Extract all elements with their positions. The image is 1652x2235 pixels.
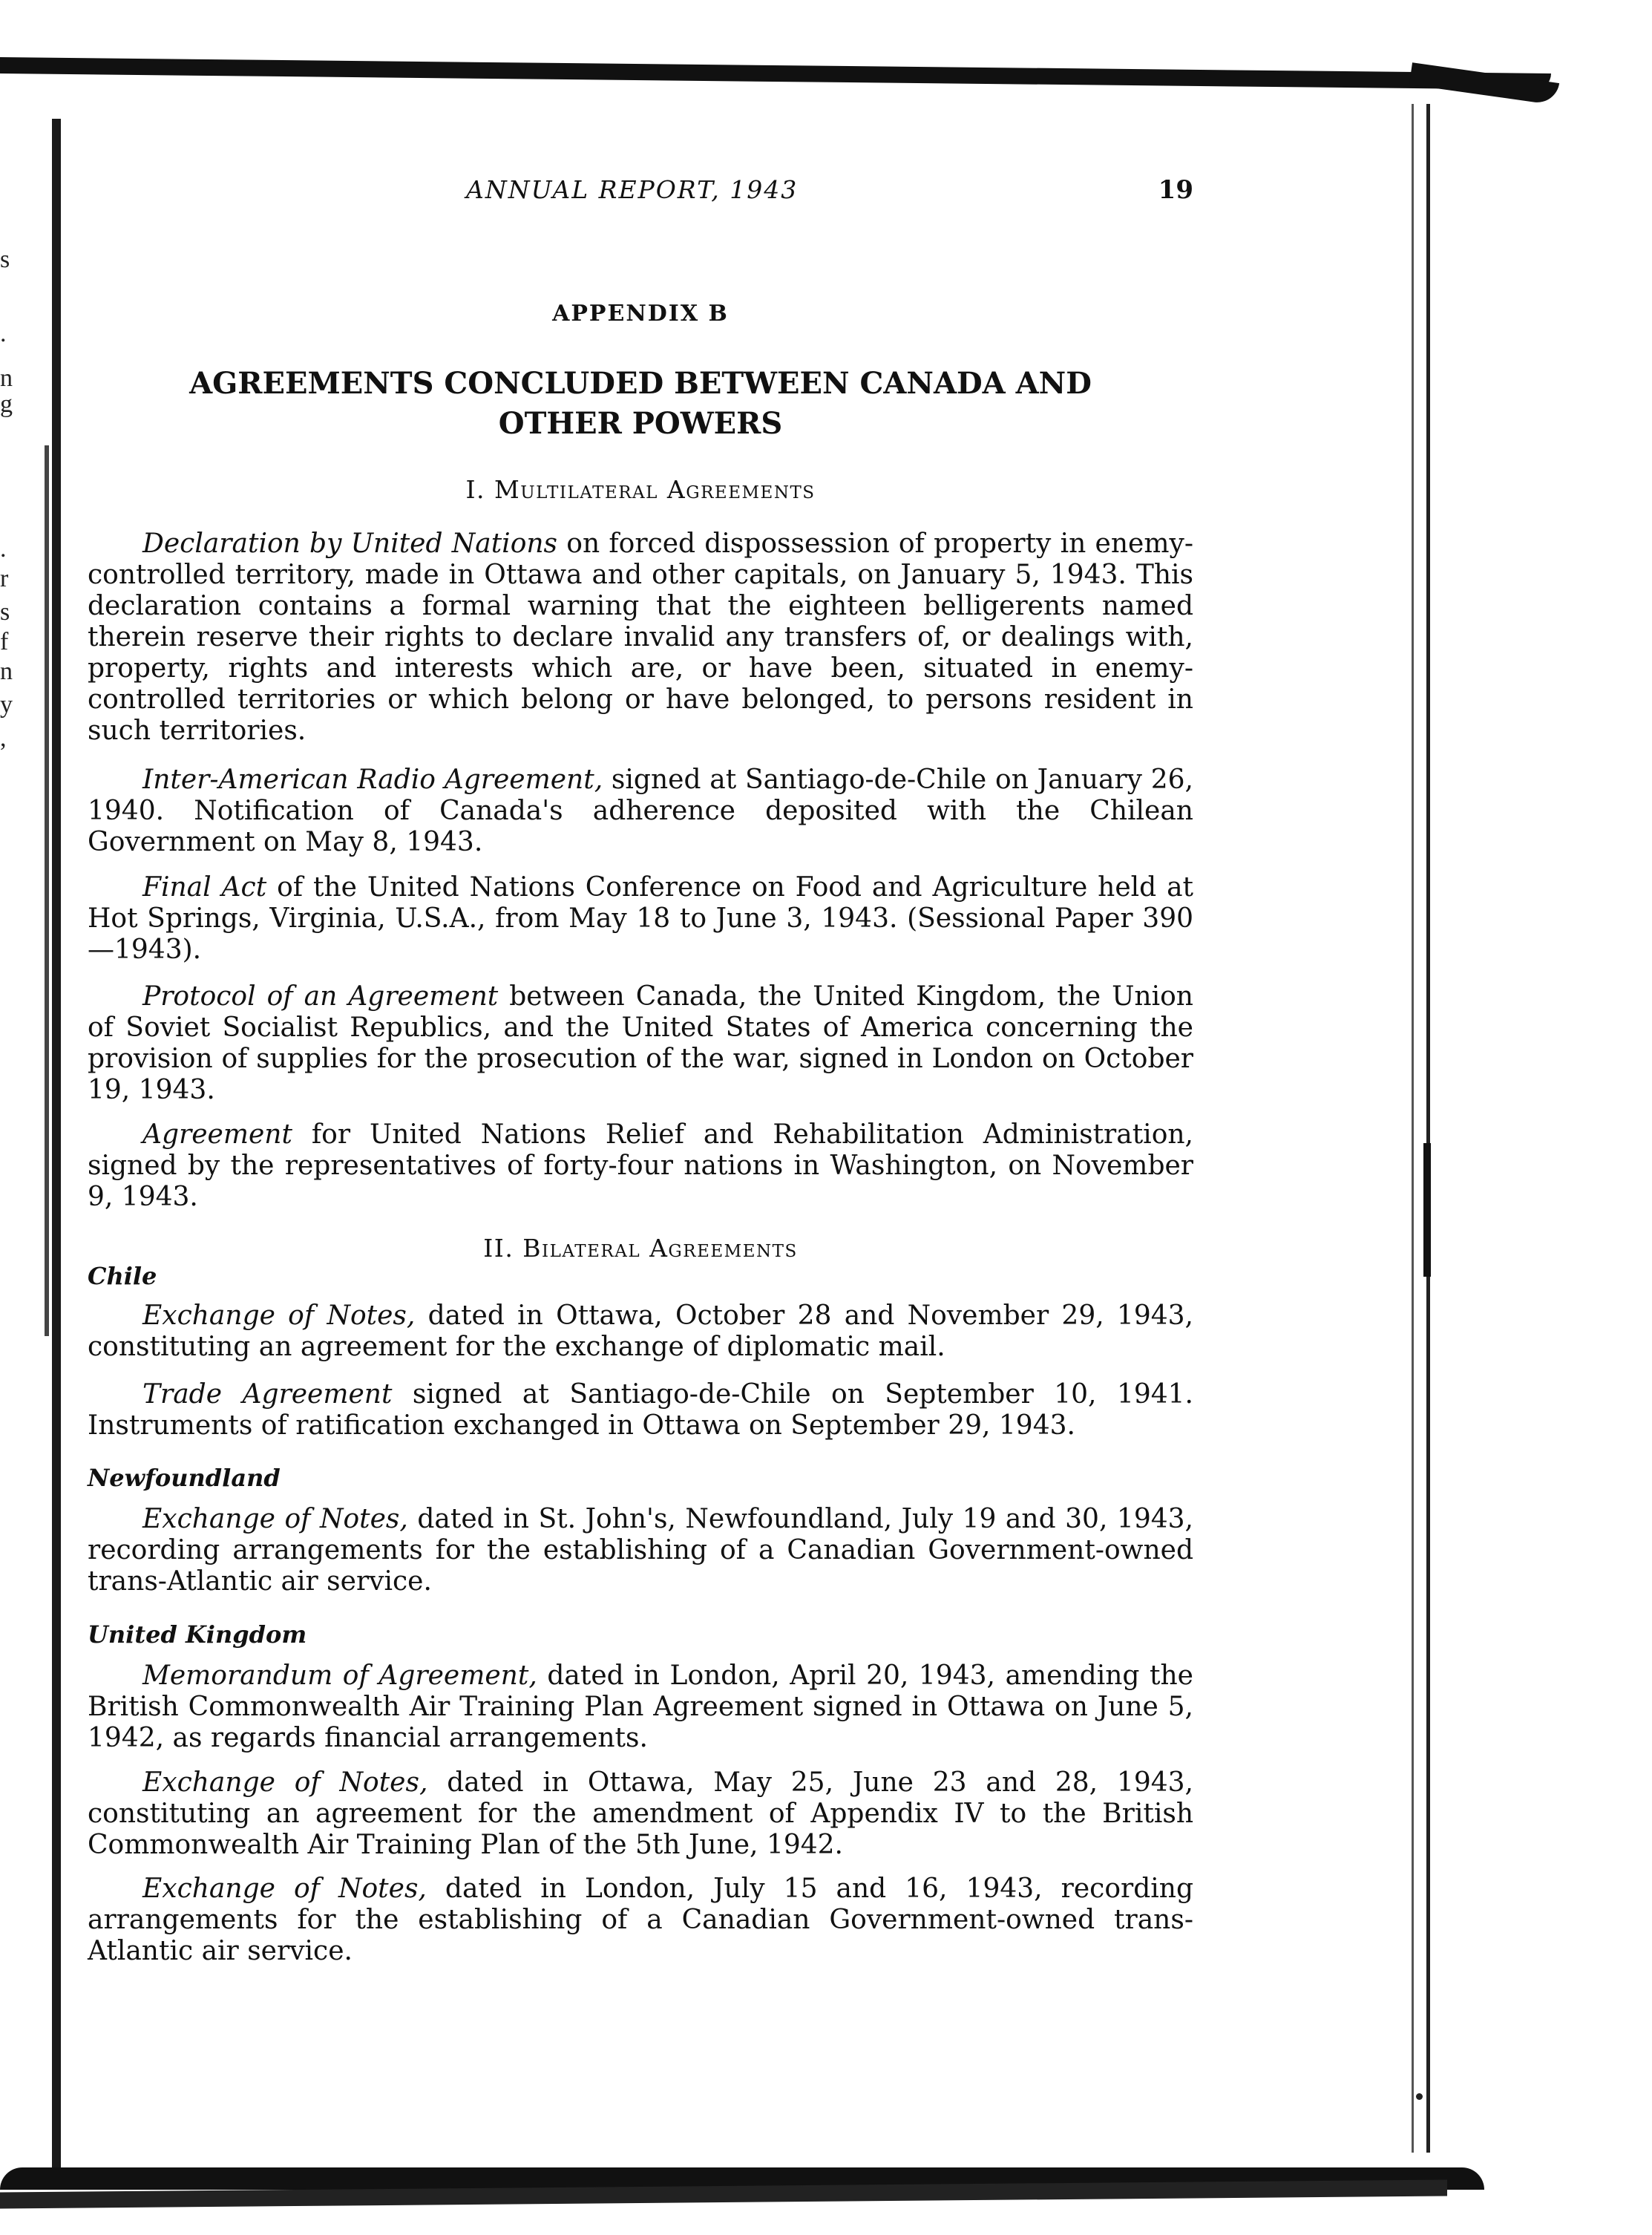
country-heading-united-kingdom: United Kingdom [88, 1620, 307, 1649]
agreement-text: dated in London, April 20, 1943, amending the British Commonwealth Air Training Plan Agreement signed in Ottawa on June 5, 1942, as regards financial arrangements. [88, 1660, 1193, 1753]
page-number: 19 [1158, 175, 1193, 205]
agreement-paragraph [88, 1119, 1193, 1213]
agreement-title: Protocol of an Agreement [142, 981, 499, 1012]
fringe-char: r [0, 565, 9, 592]
fringe-char: . [0, 320, 7, 347]
country-heading-chile: Chile [88, 1262, 157, 1290]
agreement-paragraph [88, 981, 1193, 1106]
agreement-paragraph [88, 1874, 1193, 1967]
agreement-title: Exchange of Notes, [142, 1874, 427, 1904]
agreement-text: of the United Nations Conference on Food and Agriculture held at Hot Springs, Virginia, U.S.A., from May 18 to June 3, 1943. (Sessional Paper 390—1943). [88, 872, 1194, 965]
agreement-paragraph [88, 1767, 1193, 1861]
agreement-title: Final Act [142, 872, 267, 903]
agreement-title: Exchange of Notes, [142, 1767, 428, 1798]
agreement-paragraph [88, 872, 1193, 966]
scan-edge-top [0, 57, 1551, 90]
running-title: ANNUAL REPORT, 1943 [466, 175, 799, 204]
fringe-char: g [0, 390, 13, 418]
page-edge-right-thin [1412, 104, 1414, 2153]
page-edge-right [1426, 104, 1430, 2153]
agreement-title: Agreement [142, 1119, 292, 1150]
running-head [88, 175, 1193, 211]
agreement-title: Declaration by United Nations [142, 529, 558, 559]
agreement-text: dated in Ottawa, October 28 and November 29, 1943, constituting an agreement for the exchange of diplomatic mail. [88, 1300, 1193, 1362]
agreement-title: Memorandum of Agreement, [142, 1660, 537, 1691]
fringe-char: n [0, 658, 13, 685]
section-heading-multilateral: I. Multilateral Agreements [465, 475, 816, 504]
fringe-char: s [0, 598, 10, 626]
document-title [88, 364, 1193, 444]
agreement-text: between Canada, the United Kingdom, the Union of Soviet Socialist Republics, and the United States of America concerning the provision of supplies for the prosecution of the war, signed in London on October 19, 1943. [88, 981, 1193, 1105]
agreement-text: dated in London, July 15 and 16, 1943, recording arrangements for the establishing of a Canadian Government-owned trans-Atlantic air service. [88, 1874, 1193, 1966]
fringe-char: s [0, 246, 10, 273]
fringe-char: n [0, 364, 13, 392]
agreement-paragraph [88, 765, 1193, 858]
agreement-title: Exchange of Notes, [142, 1504, 408, 1534]
binding-shadow-left-inner [45, 445, 49, 1336]
agreement-paragraph [88, 1504, 1193, 1597]
agreement-title: Trade Agreement [142, 1379, 393, 1410]
page-edge-right-mark [1423, 1143, 1431, 1277]
title-line-1: AGREEMENTS CONCLUDED BETWEEN CANADA AND [189, 366, 1092, 401]
fringe-char: y [0, 691, 13, 719]
agreement-paragraph [88, 1379, 1193, 1442]
agreement-text: signed at Santiago-de-Chile on September 10, 1941. Instruments of ratification exchanged in Ottawa on September 29, 1943. [88, 1379, 1193, 1441]
agreement-text: dated in St. John's, Newfoundland, July 19 and 30, 1943, recording arrangements for the establishing of a Canadian Government-owned trans-Atlantic air service. [88, 1504, 1193, 1597]
fringe-char: f [0, 628, 9, 655]
agreement-text: signed at Santiago-de-Chile on January 26, 1940. Notification of Canada's adherence deposited with the Chilean Government on May 8, 1943. [88, 765, 1193, 857]
agreement-text: dated in Ottawa, May 25, June 23 and 28, 1943, constituting an agreement for the amendment of Appendix IV to the British Commonwealth Air Training Plan of the 5th June, 1942. [88, 1767, 1193, 1860]
agreement-text: on forced dispossession of property in enemy-controlled territory, made in Ottawa and other capitals, on January 5, 1943. This declaration contains a formal warning that the eighteen belligerents named therein reserve their rights to declare invalid any transfers of, or dealings with, property, rights and interests which are, or have been, situated in enemy-controlled territories or which belong or have belonged, to persons resident in such territories. [88, 529, 1193, 746]
scan-edge-top-corner [1409, 62, 1559, 105]
country-heading-newfoundland: Newfoundland [88, 1464, 281, 1492]
agreement-paragraph [88, 529, 1193, 747]
agreement-title: Exchange of Notes, [142, 1300, 416, 1331]
speck [1416, 2093, 1423, 2100]
agreement-text: for United Nations Relief and Rehabilitation Administration, signed by the representatives of forty-four nations in Washington, on November 9, 1943. [88, 1119, 1193, 1212]
agreement-paragraph [88, 1300, 1193, 1363]
appendix-label: APPENDIX B [552, 301, 729, 327]
title-line-2: OTHER POWERS [498, 406, 783, 441]
binding-shadow-left [52, 119, 61, 2167]
fringe-char: , [0, 724, 7, 752]
fringe-char: . [0, 535, 7, 563]
section-heading-bilateral: II. Bilateral Agreements [483, 1234, 798, 1263]
agreement-title: Inter-American Radio Agreement, [142, 765, 603, 795]
agreement-paragraph [88, 1660, 1193, 1754]
